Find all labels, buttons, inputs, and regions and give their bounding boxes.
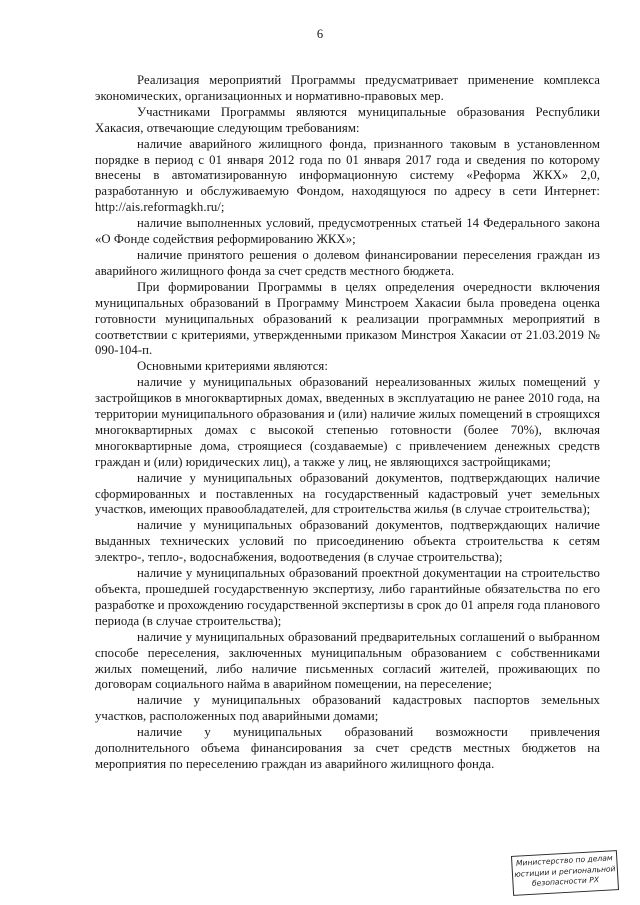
stamp-line: Министерство по делам [515,853,613,868]
paragraph: Участниками Программы являются муниципальные образования Республики Хакасия, отвечающие следующим требованиям: [95,104,600,135]
ministry-stamp [511,850,619,896]
paragraph: наличие у муниципальных образований предварительных соглашений о выбранном способе переселения, заключенных муниципальным образованием с собственниками жилых помещений, либо наличие письменных согласий жителей, проживающих по договорам социального найма в аварийном помещении, на переселение; [95,629,600,692]
stamp-line: безопасности РХ [531,875,600,889]
paragraph: наличие принятого решения о долевом финансировании переселения граждан из аварийного жилищного фонда за счет средств местного бюджета. [95,247,600,278]
paragraph: Реализация мероприятий Программы предусматривает применение комплекса экономических, организационных и нормативно-правовых мер. [95,73,600,103]
page-number: 6 [316,27,324,41]
paragraph: При формировании Программы в целях определения очередности включения муниципальных образований в Программу Минстроем Хакасии была проведена оценка готовности муниципальных образований к реализации программных мероприятий в соответствии с критериями, утвержденными приказом Минстроя Хакасии от 21.03.2019 № 090-104-п. [95,279,600,358]
paragraph: наличие у муниципальных образований проектной документации на строительство объекта, прошедшей государственную экспертизу, либо гарантийные обязательства по его разработке и прохождению государственной экспертизы в срок до 01 апреля года планового периода (в случае строительства); [95,566,600,628]
paragraph: наличие у муниципальных образований возможности привлечения дополнительного объема финансирования за счет средств местных бюджетов на мероприятия по переселению граждан из аварийного жилищного фонда. [95,725,600,771]
document-body [95,73,600,773]
paragraph: наличие у муниципальных образований документов, подтверждающих наличие сформированных и поставленных на государственный кадастровый учет земельных участков, имеющих правообладателей, для строительства жилья (в случае строительства); [95,470,600,517]
paragraph: наличие у муниципальных образований кадастровых паспортов земельных участков, расположенных под аварийными домами; [95,693,600,724]
paragraph: Основными критериями являются: [137,359,328,374]
paragraph: наличие у муниципальных образований нереализованных жилых помещений у застройщиков в многоквартирных домах, введенных в эксплуатацию не ранее 2010 года, на территории муниципального образования и (или) наличие жилых помещений в строящихся многоквартирных домах с высокой степенью готовности (более 70%), включая многоквартирные дома, строящиеся (создаваемые) с привлечением денежных средств граждан и (или) юридических лиц), а также у лиц, не являющихся застройщиками; [95,375,600,469]
paragraph: наличие выполненных условий, предусмотренных статьей 14 Федерального закона «О Фонде содействия реформированию ЖКХ»; [95,216,600,247]
paragraph: наличие у муниципальных образований документов, подтверждающих наличие выданных технических условий по присоединению объекта строительства к сетям электро-, тепло-, водоснабжения, водоотведения (в случае строительства); [95,518,600,565]
paragraph: наличие аварийного жилищного фонда, признанного таковым в установленном порядке в период с 01 января 2012 года по 01 января 2017 года и сведения по которому внесены в автоматизированную информационную систему «Реформа ЖКХ» 2,0, разработанную и обслуживаемую Фондом, находящуюся по адресу в сети Интернет: http://ais.reformagkh.ru/; [95,136,600,215]
stamp-line: юстиции и региональной [514,863,616,879]
